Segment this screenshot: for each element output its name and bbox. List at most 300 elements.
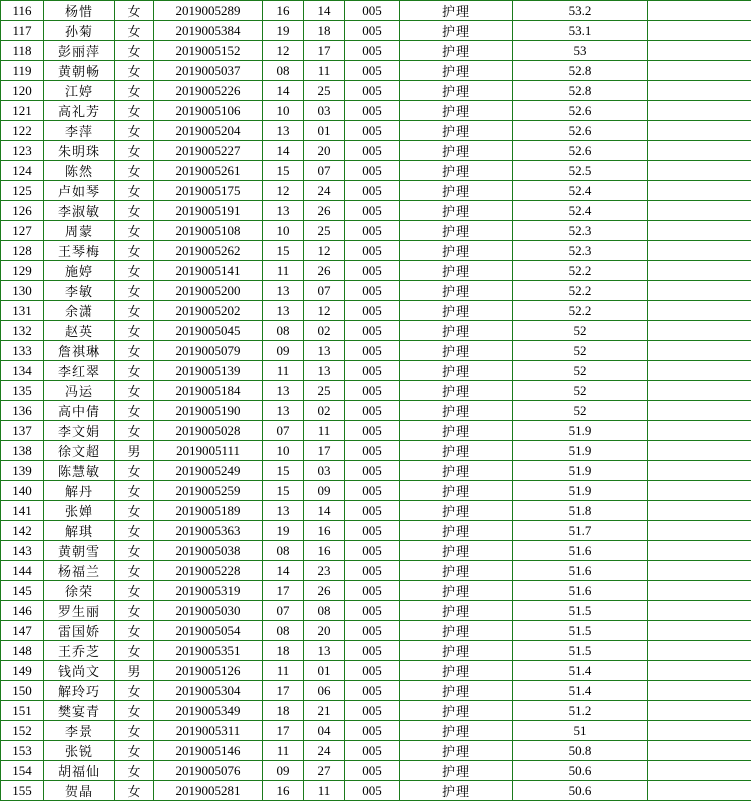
table-row (1, 341, 751, 361)
cell-code: 005 (345, 361, 400, 381)
cell-code: 005 (345, 761, 400, 781)
table-row (1, 241, 751, 261)
cell-b: 02 (304, 401, 345, 421)
cell-blank (648, 741, 751, 761)
cell-major: 护理 (400, 381, 513, 401)
cell-code: 005 (345, 441, 400, 461)
cell-major: 护理 (400, 501, 513, 521)
cell-gender: 女 (115, 401, 154, 421)
cell-a: 12 (263, 181, 304, 201)
cell-gender: 女 (115, 461, 154, 481)
table-row (1, 641, 751, 661)
cell-gender: 女 (115, 181, 154, 201)
table-row (1, 661, 751, 681)
cell-name: 高中倩 (44, 401, 115, 421)
table-row (1, 621, 751, 641)
cell-name: 徐文超 (44, 441, 115, 461)
cell-seq: 117 (1, 21, 44, 41)
cell-id: 2019005028 (154, 421, 263, 441)
table-row (1, 261, 751, 281)
cell-major: 护理 (400, 521, 513, 541)
cell-a: 16 (263, 1, 304, 21)
cell-code: 005 (345, 121, 400, 141)
cell-b: 25 (304, 81, 345, 101)
cell-seq: 149 (1, 661, 44, 681)
cell-blank (648, 621, 751, 641)
table-row (1, 761, 751, 781)
cell-a: 13 (263, 501, 304, 521)
cell-name: 余潇 (44, 301, 115, 321)
cell-seq: 128 (1, 241, 44, 261)
cell-score: 53 (513, 41, 648, 61)
cell-score: 52 (513, 321, 648, 341)
table-row (1, 501, 751, 521)
cell-code: 005 (345, 41, 400, 61)
cell-seq: 144 (1, 561, 44, 581)
cell-blank (648, 241, 751, 261)
cell-code: 005 (345, 221, 400, 241)
cell-code: 005 (345, 61, 400, 81)
cell-code: 005 (345, 581, 400, 601)
table-row (1, 361, 751, 381)
cell-seq: 129 (1, 261, 44, 281)
cell-seq: 143 (1, 541, 44, 561)
cell-major: 护理 (400, 341, 513, 361)
cell-seq: 148 (1, 641, 44, 661)
cell-seq: 136 (1, 401, 44, 421)
cell-name: 黄朝雪 (44, 541, 115, 561)
cell-name: 钱尚文 (44, 661, 115, 681)
cell-major: 护理 (400, 541, 513, 561)
cell-name: 樊宴青 (44, 701, 115, 721)
cell-seq: 134 (1, 361, 44, 381)
cell-blank (648, 141, 751, 161)
cell-a: 13 (263, 121, 304, 141)
cell-id: 2019005126 (154, 661, 263, 681)
cell-major: 护理 (400, 481, 513, 501)
cell-gender: 女 (115, 481, 154, 501)
cell-score: 51.9 (513, 421, 648, 441)
cell-a: 11 (263, 741, 304, 761)
cell-blank (648, 281, 751, 301)
cell-gender: 女 (115, 721, 154, 741)
cell-blank (648, 321, 751, 341)
cell-blank (648, 461, 751, 481)
cell-blank (648, 421, 751, 441)
cell-name: 周蒙 (44, 221, 115, 241)
cell-score: 52 (513, 361, 648, 381)
cell-name: 施婷 (44, 261, 115, 281)
cell-code: 005 (345, 421, 400, 441)
cell-seq: 126 (1, 201, 44, 221)
cell-code: 005 (345, 501, 400, 521)
cell-name: 李红翠 (44, 361, 115, 381)
cell-b: 13 (304, 341, 345, 361)
cell-score: 50.6 (513, 761, 648, 781)
cell-b: 12 (304, 241, 345, 261)
cell-id: 2019005037 (154, 61, 263, 81)
cell-name: 解玲巧 (44, 681, 115, 701)
cell-b: 24 (304, 741, 345, 761)
cell-name: 贺晶 (44, 781, 115, 801)
cell-major: 护理 (400, 201, 513, 221)
cell-a: 08 (263, 621, 304, 641)
cell-gender: 女 (115, 701, 154, 721)
cell-major: 护理 (400, 681, 513, 701)
table-row (1, 381, 751, 401)
cell-seq: 140 (1, 481, 44, 501)
cell-a: 10 (263, 101, 304, 121)
cell-a: 13 (263, 281, 304, 301)
cell-blank (648, 81, 751, 101)
table-row (1, 581, 751, 601)
cell-gender: 女 (115, 301, 154, 321)
cell-blank (648, 761, 751, 781)
cell-code: 005 (345, 241, 400, 261)
cell-gender: 女 (115, 601, 154, 621)
cell-code: 005 (345, 261, 400, 281)
cell-major: 护理 (400, 661, 513, 681)
cell-id: 2019005111 (154, 441, 263, 461)
cell-name: 李淑敏 (44, 201, 115, 221)
cell-code: 005 (345, 141, 400, 161)
table-row (1, 561, 751, 581)
cell-a: 10 (263, 221, 304, 241)
cell-b: 03 (304, 461, 345, 481)
cell-gender: 女 (115, 501, 154, 521)
cell-gender: 女 (115, 261, 154, 281)
cell-blank (648, 21, 751, 41)
cell-major: 护理 (400, 301, 513, 321)
cell-major: 护理 (400, 281, 513, 301)
cell-score: 52.4 (513, 181, 648, 201)
cell-id: 2019005319 (154, 581, 263, 601)
cell-score: 51.6 (513, 561, 648, 581)
cell-seq: 154 (1, 761, 44, 781)
cell-b: 21 (304, 701, 345, 721)
cell-gender: 女 (115, 521, 154, 541)
table-row (1, 781, 751, 801)
cell-a: 08 (263, 321, 304, 341)
cell-name: 罗生丽 (44, 601, 115, 621)
cell-score: 52.5 (513, 161, 648, 181)
cell-score: 51.5 (513, 641, 648, 661)
cell-score: 51.2 (513, 701, 648, 721)
cell-score: 52 (513, 381, 648, 401)
cell-seq: 145 (1, 581, 44, 601)
cell-code: 005 (345, 661, 400, 681)
cell-score: 51.5 (513, 601, 648, 621)
table-row (1, 701, 751, 721)
cell-score: 51.4 (513, 681, 648, 701)
table-row (1, 181, 751, 201)
cell-name: 詹祺琳 (44, 341, 115, 361)
cell-major: 护理 (400, 601, 513, 621)
cell-b: 17 (304, 441, 345, 461)
table-row (1, 521, 751, 541)
cell-name: 张锐 (44, 741, 115, 761)
cell-major: 护理 (400, 241, 513, 261)
table-row (1, 121, 751, 141)
cell-gender: 女 (115, 61, 154, 81)
cell-blank (648, 361, 751, 381)
table-row (1, 301, 751, 321)
cell-a: 08 (263, 541, 304, 561)
table-row (1, 81, 751, 101)
cell-seq: 152 (1, 721, 44, 741)
cell-b: 07 (304, 161, 345, 181)
cell-a: 17 (263, 721, 304, 741)
cell-a: 11 (263, 261, 304, 281)
cell-major: 护理 (400, 641, 513, 661)
cell-id: 2019005204 (154, 121, 263, 141)
cell-score: 52.2 (513, 281, 648, 301)
cell-id: 2019005139 (154, 361, 263, 381)
cell-code: 005 (345, 101, 400, 121)
cell-seq: 120 (1, 81, 44, 101)
cell-id: 2019005030 (154, 601, 263, 621)
cell-score: 51.5 (513, 621, 648, 641)
cell-score: 53.2 (513, 1, 648, 21)
cell-gender: 女 (115, 581, 154, 601)
cell-score: 53.1 (513, 21, 648, 41)
cell-score: 51.7 (513, 521, 648, 541)
cell-gender: 女 (115, 141, 154, 161)
cell-name: 朱明珠 (44, 141, 115, 161)
cell-a: 11 (263, 661, 304, 681)
cell-a: 14 (263, 141, 304, 161)
cell-blank (648, 341, 751, 361)
cell-name: 胡福仙 (44, 761, 115, 781)
cell-b: 12 (304, 301, 345, 321)
cell-code: 005 (345, 621, 400, 641)
cell-a: 12 (263, 41, 304, 61)
cell-name: 李景 (44, 721, 115, 741)
cell-blank (648, 661, 751, 681)
cell-score: 51.9 (513, 481, 648, 501)
cell-blank (648, 581, 751, 601)
cell-gender: 女 (115, 161, 154, 181)
cell-blank (648, 501, 751, 521)
cell-id: 2019005384 (154, 21, 263, 41)
cell-a: 13 (263, 401, 304, 421)
cell-id: 2019005200 (154, 281, 263, 301)
cell-score: 51.4 (513, 661, 648, 681)
cell-name: 李萍 (44, 121, 115, 141)
cell-a: 13 (263, 301, 304, 321)
cell-major: 护理 (400, 361, 513, 381)
cell-id: 2019005079 (154, 341, 263, 361)
cell-gender: 女 (115, 341, 154, 361)
cell-id: 2019005141 (154, 261, 263, 281)
cell-blank (648, 161, 751, 181)
cell-seq: 130 (1, 281, 44, 301)
cell-b: 25 (304, 381, 345, 401)
cell-b: 17 (304, 41, 345, 61)
cell-id: 2019005226 (154, 81, 263, 101)
cell-blank (648, 201, 751, 221)
cell-seq: 127 (1, 221, 44, 241)
cell-b: 01 (304, 661, 345, 681)
cell-major: 护理 (400, 101, 513, 121)
cell-a: 11 (263, 361, 304, 381)
cell-code: 005 (345, 381, 400, 401)
cell-b: 23 (304, 561, 345, 581)
cell-major: 护理 (400, 561, 513, 581)
cell-a: 17 (263, 681, 304, 701)
cell-code: 005 (345, 321, 400, 341)
table-row (1, 41, 751, 61)
cell-id: 2019005152 (154, 41, 263, 61)
cell-major: 护理 (400, 621, 513, 641)
cell-seq: 119 (1, 61, 44, 81)
cell-seq: 122 (1, 121, 44, 141)
cell-code: 005 (345, 201, 400, 221)
table-row (1, 141, 751, 161)
cell-blank (648, 521, 751, 541)
cell-code: 005 (345, 781, 400, 801)
cell-major: 护理 (400, 141, 513, 161)
cell-gender: 女 (115, 121, 154, 141)
cell-score: 52.2 (513, 261, 648, 281)
cell-name: 陈慧敏 (44, 461, 115, 481)
cell-seq: 147 (1, 621, 44, 641)
cell-code: 005 (345, 481, 400, 501)
cell-major: 护理 (400, 721, 513, 741)
table-row (1, 321, 751, 341)
cell-seq: 138 (1, 441, 44, 461)
cell-b: 13 (304, 361, 345, 381)
cell-gender: 女 (115, 281, 154, 301)
cell-gender: 女 (115, 221, 154, 241)
cell-score: 50.8 (513, 741, 648, 761)
cell-seq: 141 (1, 501, 44, 521)
cell-id: 2019005363 (154, 521, 263, 541)
table-row (1, 441, 751, 461)
cell-score: 52.3 (513, 241, 648, 261)
cell-score: 52.6 (513, 141, 648, 161)
cell-b: 02 (304, 321, 345, 341)
cell-gender: 女 (115, 361, 154, 381)
cell-seq: 135 (1, 381, 44, 401)
cell-seq: 131 (1, 301, 44, 321)
cell-seq: 118 (1, 41, 44, 61)
cell-b: 14 (304, 1, 345, 21)
cell-gender: 男 (115, 661, 154, 681)
cell-name: 孙菊 (44, 21, 115, 41)
cell-b: 16 (304, 541, 345, 561)
cell-seq: 153 (1, 741, 44, 761)
cell-gender: 女 (115, 81, 154, 101)
cell-b: 11 (304, 421, 345, 441)
cell-b: 24 (304, 181, 345, 201)
cell-name: 杨福兰 (44, 561, 115, 581)
cell-seq: 116 (1, 1, 44, 21)
cell-code: 005 (345, 1, 400, 21)
cell-major: 护理 (400, 581, 513, 601)
cell-a: 09 (263, 761, 304, 781)
cell-id: 2019005175 (154, 181, 263, 201)
cell-code: 005 (345, 681, 400, 701)
cell-id: 2019005108 (154, 221, 263, 241)
cell-id: 2019005228 (154, 561, 263, 581)
cell-code: 005 (345, 601, 400, 621)
cell-seq: 132 (1, 321, 44, 341)
cell-code: 005 (345, 81, 400, 101)
cell-major: 护理 (400, 61, 513, 81)
cell-a: 07 (263, 601, 304, 621)
cell-name: 李敏 (44, 281, 115, 301)
cell-b: 09 (304, 481, 345, 501)
cell-score: 52.3 (513, 221, 648, 241)
cell-gender: 女 (115, 101, 154, 121)
cell-code: 005 (345, 541, 400, 561)
cell-a: 15 (263, 241, 304, 261)
cell-name: 解丹 (44, 481, 115, 501)
cell-b: 11 (304, 61, 345, 81)
cell-id: 2019005259 (154, 481, 263, 501)
cell-gender: 女 (115, 681, 154, 701)
cell-name: 陈然 (44, 161, 115, 181)
cell-b: 16 (304, 521, 345, 541)
cell-a: 15 (263, 161, 304, 181)
cell-major: 护理 (400, 261, 513, 281)
cell-gender: 女 (115, 761, 154, 781)
cell-id: 2019005261 (154, 161, 263, 181)
cell-seq: 142 (1, 521, 44, 541)
table-row (1, 201, 751, 221)
cell-score: 52.2 (513, 301, 648, 321)
cell-blank (648, 301, 751, 321)
cell-code: 005 (345, 641, 400, 661)
cell-b: 18 (304, 21, 345, 41)
cell-blank (648, 641, 751, 661)
cell-b: 14 (304, 501, 345, 521)
table-row (1, 421, 751, 441)
cell-a: 09 (263, 341, 304, 361)
cell-b: 06 (304, 681, 345, 701)
cell-code: 005 (345, 181, 400, 201)
table-row (1, 221, 751, 241)
cell-blank (648, 381, 751, 401)
cell-blank (648, 181, 751, 201)
cell-name: 雷国娇 (44, 621, 115, 641)
cell-id: 2019005289 (154, 1, 263, 21)
cell-gender: 女 (115, 781, 154, 801)
table-row (1, 601, 751, 621)
cell-seq: 150 (1, 681, 44, 701)
table-row (1, 481, 751, 501)
cell-seq: 139 (1, 461, 44, 481)
cell-score: 52.6 (513, 101, 648, 121)
cell-gender: 女 (115, 41, 154, 61)
cell-id: 2019005311 (154, 721, 263, 741)
cell-major: 护理 (400, 441, 513, 461)
cell-a: 10 (263, 441, 304, 461)
cell-name: 卢如琴 (44, 181, 115, 201)
cell-id: 2019005054 (154, 621, 263, 641)
cell-id: 2019005304 (154, 681, 263, 701)
cell-code: 005 (345, 461, 400, 481)
cell-id: 2019005351 (154, 641, 263, 661)
cell-name: 赵英 (44, 321, 115, 341)
cell-blank (648, 1, 751, 21)
cell-id: 2019005202 (154, 301, 263, 321)
cell-major: 护理 (400, 701, 513, 721)
cell-score: 51.6 (513, 581, 648, 601)
cell-id: 2019005190 (154, 401, 263, 421)
cell-blank (648, 601, 751, 621)
